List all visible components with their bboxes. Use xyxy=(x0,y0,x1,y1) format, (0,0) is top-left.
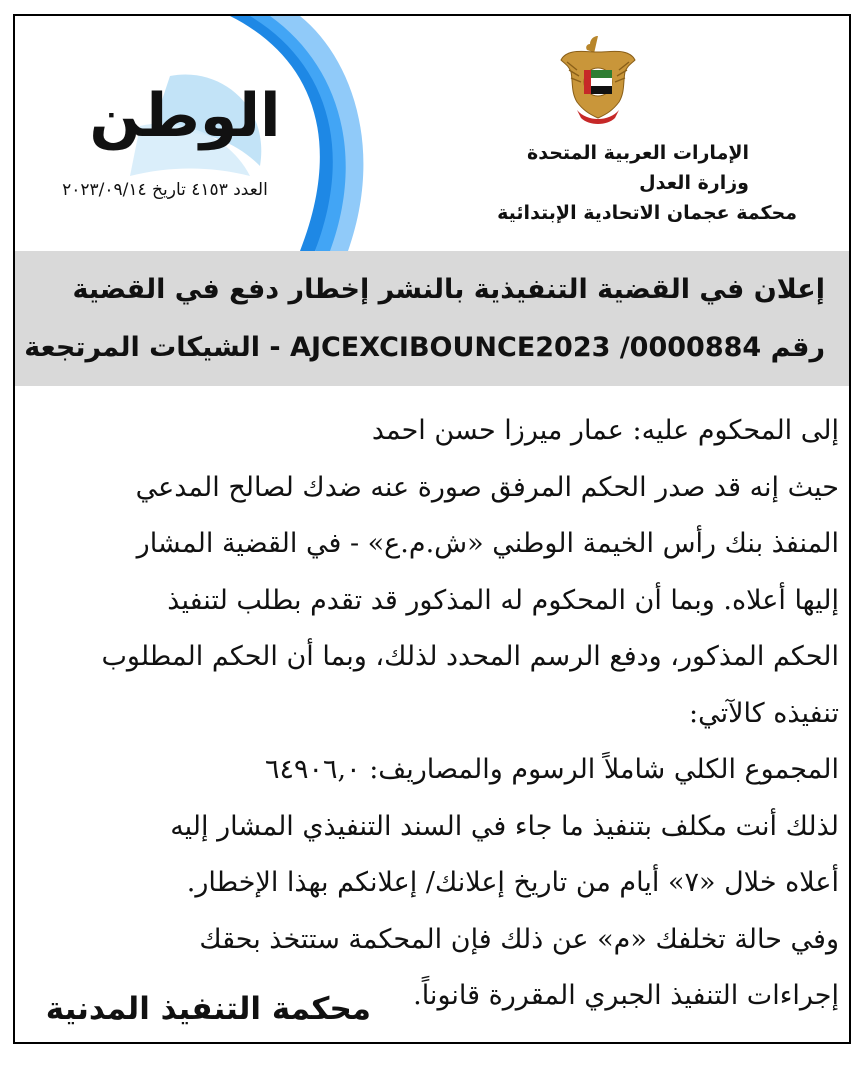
body-line: المنفذ بنك رأس الخيمة الوطني «ش.م.ع» - في القضية المشار xyxy=(136,528,839,559)
body-line: أعلاه خلال «٧» أيام من تاريخ إعلانك/ إعلانكم بهذا الإخطار. xyxy=(186,867,839,898)
body-line: إجراءات التنفيذ الجبري المقررة قانوناً. xyxy=(413,980,839,1011)
authority-ministry: وزارة العدل xyxy=(639,172,749,194)
newspaper-name: الوطن xyxy=(89,81,281,151)
body-line: الحكم المذكور، ودفع الرسم المحدد لذلك، وبما أن الحكم المطلوب xyxy=(101,641,839,672)
title-line-1: إعلان في القضية التنفيذية بالنشر إخطار دفع في القضية xyxy=(72,274,825,305)
announcement-title xyxy=(15,251,849,386)
body-line: إلى المحكوم عليه: عمار ميرزا حسن احمد xyxy=(371,415,839,446)
issue-date-line: العدد ٤١٥٣ تاريخ ٢٠٢٣/٠٩/١٤ xyxy=(62,180,268,200)
body-line: وفي حالة تخلفك «م» عن ذلك فإن المحكمة ستتخذ بحقك xyxy=(199,923,839,955)
header xyxy=(15,16,849,251)
body-line: لذلك أنت مكلف بتنفيذ ما جاء في السند التنفيذي المشار إليه xyxy=(170,810,839,842)
authority-court: محكمة عجمان الاتحادية الإبتدائية xyxy=(497,202,797,224)
announcement-body xyxy=(31,403,839,1025)
body-line: تنفيذه كالآتي: xyxy=(689,697,839,729)
court-signature: محكمة التنفيذ المدنية xyxy=(45,991,371,1027)
title-line-2: رقم AJCEXCIBOUNCE2023 /0000884 - الشيكات المرتجعة xyxy=(24,332,825,363)
issuing-authority xyxy=(497,138,797,228)
body-line: حيث إنه قد صدر الحكم المرفق صورة عنه ضدك لصالح المدعي xyxy=(135,471,839,503)
announcement-frame xyxy=(13,14,851,1044)
uae-falcon-emblem-icon xyxy=(557,30,639,130)
authority-country: الإمارات العربية المتحدة xyxy=(527,142,749,164)
body-line: المجموع الكلي شاملاً الرسوم والمصاريف: ٦٤٩٠٦,٠ xyxy=(265,754,839,785)
body-line: إليها أعلاه. وبما أن المحكوم له المذكور قد تقدم بطلب لتنفيذ xyxy=(167,584,839,616)
